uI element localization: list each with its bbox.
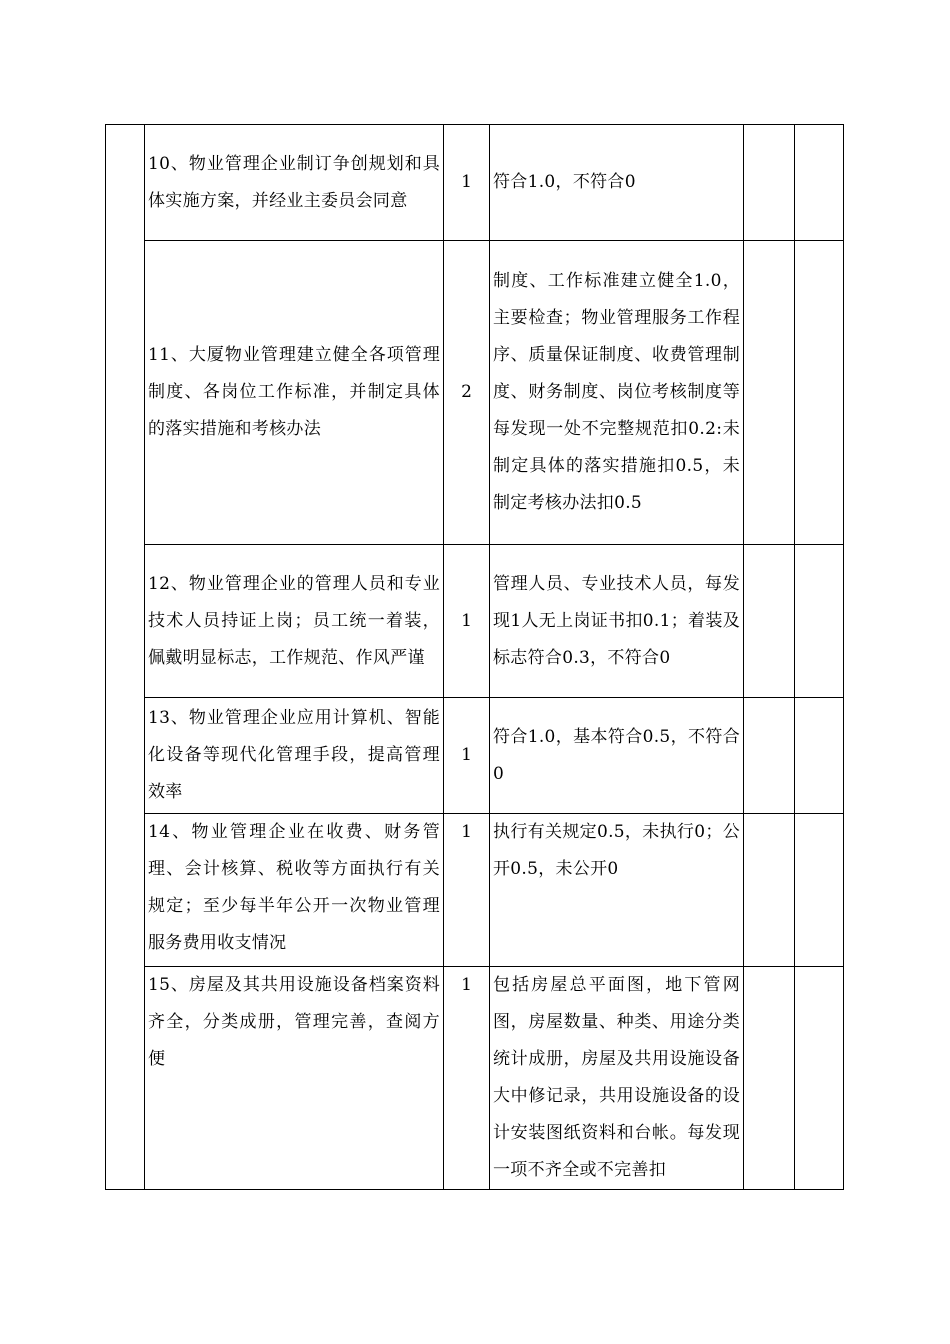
- table-row: [106, 698, 844, 814]
- score-cell: 1: [444, 698, 490, 814]
- criteria-cell: [490, 814, 744, 967]
- criteria-text: 符合1.0，不符合0: [493, 172, 636, 192]
- table-row: [106, 545, 844, 698]
- item-text: 12、物业管理企业的管理人员和专业技术人员持证上岗；员工统一着装，佩戴明显标志，工作规范、作风严谨: [148, 573, 440, 668]
- score-cell: 1: [444, 814, 490, 967]
- criteria-text: 制度、工作标准建立健全1.0，主要检查；物业管理服务工作程序、质量保证制度、收费管理制度、财务制度、岗位考核制度等每发现一处不完整规范扣0.2:未制定具体的落实措施扣0.5，未制定考核办法扣0.5: [493, 271, 740, 513]
- criteria-text: 符合1.0，基本符合0.5，不符合0: [493, 726, 740, 784]
- item-cell: [145, 545, 444, 698]
- blank-cell: [795, 698, 844, 814]
- blank-cell: [744, 698, 795, 814]
- category-cell: [106, 125, 145, 1190]
- item-text: 14、物业管理企业在收费、财务管理、会计核算、税收等方面执行有关规定；至少每半年公开一次物业管理服务费用收支情况: [148, 822, 440, 953]
- blank-cell: [744, 545, 795, 698]
- item-text: 13、物业管理企业应用计算机、智能化设备等现代化管理手段，提高管理效率: [148, 708, 440, 802]
- blank-cell: [795, 545, 844, 698]
- blank-cell: [744, 125, 795, 241]
- score-cell: 1: [444, 967, 490, 1190]
- table-row: [106, 814, 844, 967]
- criteria-text: 包括房屋总平面图，地下管网图，房屋数量、种类、用途分类统计成册，房屋及共用设施设备大中修记录，共用设施设备的设计安装图纸资料和台帐。每发现一项不齐全或不完善扣: [493, 975, 740, 1180]
- criteria-cell: [490, 698, 744, 814]
- item-cell: [145, 125, 444, 241]
- blank-cell: [744, 814, 795, 967]
- item-cell: [145, 967, 444, 1190]
- blank-cell: [744, 967, 795, 1190]
- table-row: [106, 241, 844, 545]
- assessment-table: [105, 124, 844, 1190]
- item-cell: [145, 814, 444, 967]
- table-row: [106, 125, 844, 241]
- criteria-cell: [490, 545, 744, 698]
- item-text: 11、大厦物业管理建立健全各项管理制度、各岗位工作标准，并制定具体的落实措施和考核办法: [148, 345, 440, 439]
- criteria-cell: [490, 125, 744, 241]
- criteria-cell: [490, 241, 744, 545]
- item-text: 15、房屋及其共用设施设备档案资料齐全，分类成册，管理完善，查阅方便: [148, 975, 440, 1069]
- table-row: [106, 967, 844, 1190]
- score-cell: 2: [444, 241, 490, 545]
- blank-cell: [795, 125, 844, 241]
- criteria-text: 管理人员、专业技术人员，每发现1人无上岗证书扣0.1；着装及标志符合0.3，不符合0: [493, 573, 740, 668]
- blank-cell: [744, 241, 795, 545]
- blank-cell: [795, 814, 844, 967]
- score-cell: 1: [444, 545, 490, 698]
- criteria-text: 执行有关规定0.5，未执行0；公开0.5，未公开0: [493, 822, 740, 879]
- blank-cell: [795, 241, 844, 545]
- item-cell: [145, 241, 444, 545]
- score-cell: 1: [444, 125, 490, 241]
- item-text: 10、物业管理企业制订争创规划和具体实施方案，并经业主委员会同意: [148, 153, 440, 211]
- criteria-cell: [490, 967, 744, 1190]
- item-cell: [145, 698, 444, 814]
- blank-cell: [795, 967, 844, 1190]
